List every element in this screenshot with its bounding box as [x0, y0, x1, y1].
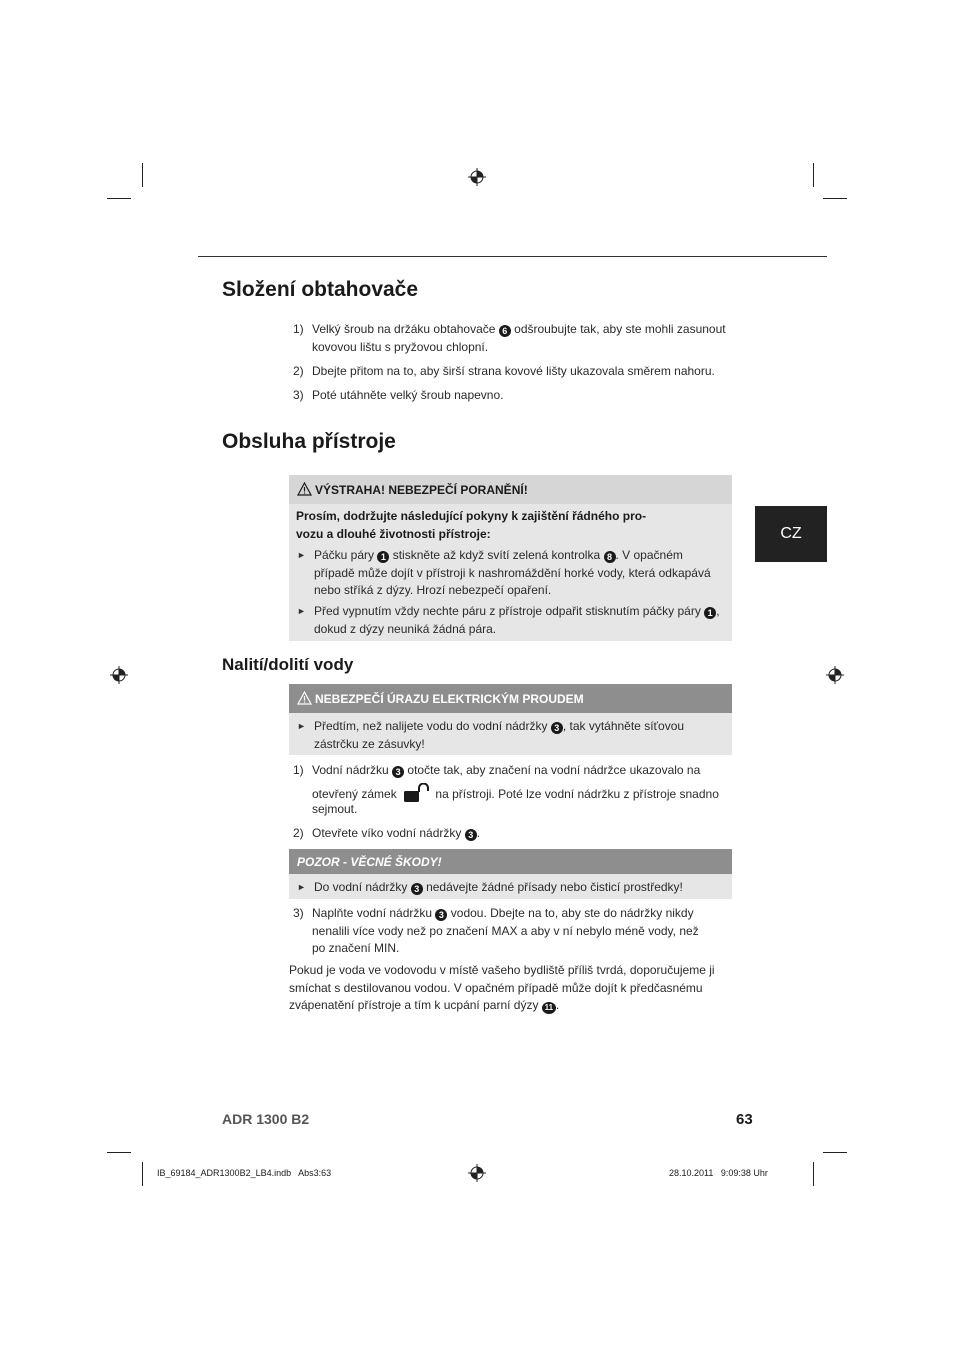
registration-mark-icon	[826, 666, 844, 684]
language-tab: CZ	[755, 506, 827, 562]
part-ref-icon: 1	[704, 607, 716, 619]
page-number: 63	[736, 1111, 753, 1128]
bullet-arrow-icon: ►	[297, 606, 306, 616]
warning-intro: Prosím, dodržujte následující pokyny k zajištění řádného pro- vozu a dlouhé životnosti přístroje:	[296, 509, 647, 541]
filling-step-2: Otevřete víko vodní nádržky 3 .	[312, 826, 481, 840]
assembly-step-2: Dbejte přitom na to, aby širší strana kovové lišty ukazovala směrem nahoru.	[312, 364, 715, 378]
assembly-step-1: Velký šroub na držáku obtahovače 6 odšroubujte tak, aby ste mohli zasunout kovovou lištu s pryžovou chlopní.	[312, 322, 726, 354]
warning-header: VÝSTRAHA! NEBEZPEČÍ PORANĚNÍ!	[289, 475, 732, 504]
crop-mark	[107, 198, 131, 199]
crop-mark	[823, 1152, 847, 1153]
crop-mark	[142, 1162, 143, 1186]
print-slug-left: IB_69184_ADR1300B2_LB4.indb Abs3:63	[157, 1168, 332, 1178]
part-ref-icon: 3	[465, 829, 477, 841]
registration-mark-icon	[468, 1164, 486, 1182]
step-number: 3)	[293, 906, 304, 920]
filling-step-1-line1: Vodní nádržku 3 otočte tak, aby značení na vodní nádržce ukazovalo na	[312, 763, 701, 777]
filling-step-1-line3: sejmout.	[312, 802, 358, 816]
part-ref-icon: 8	[604, 551, 616, 563]
registration-mark-icon	[110, 666, 128, 684]
bullet-arrow-icon: ►	[297, 550, 306, 560]
section-title-filling: Nalití/dolití vody	[222, 655, 354, 674]
part-ref-icon: 11	[542, 1002, 556, 1014]
danger-header: NEBEZPEČÍ ÚRAZU ELEKTRICKÝM PROUDEM	[289, 684, 732, 713]
part-ref-icon: 3	[551, 722, 563, 734]
water-hardness-paragraph: Pokud je voda ve vodovodu v místě vašeho bydliště příliš tvrdá, doporučujeme ji smíchat s destilovanou vodou. V opačném případě může dojít k předčasnému zvápenatění přístroje a tím k ucpání parní dýzy 11 .	[289, 963, 715, 1012]
step-number: 1)	[293, 322, 304, 336]
warning-triangle-icon	[297, 691, 312, 705]
crop-mark	[813, 163, 814, 187]
caution-bullet: Do vodní nádržky 3 nedávejte žádné přísady nebo čisticí prostředky!	[314, 880, 683, 894]
part-ref-icon: 3	[411, 883, 423, 895]
part-ref-icon: 1	[377, 551, 389, 563]
warning-bullet-1: Páčku páry 1 stiskněte až když svítí zelená kontrolka 8 . V opačném případě může dojít v přístroji k nashromáždění horké vody, která odkapává nebo stříká z dýzy. Hrozí nebezpečí opaření.	[314, 548, 711, 597]
danger-bullet: Předtím, než nalijete vodu do vodní nádržky 3 , tak vytáhněte síťovou zástrčku ze zásuvky!	[314, 719, 685, 751]
section-title-assembly: Složení obtahovače	[222, 278, 419, 301]
step-number: 3)	[293, 388, 304, 402]
print-slug-right: 28.10.2011 9:09:38 Uhr	[669, 1168, 768, 1178]
bullet-arrow-icon: ►	[297, 882, 306, 892]
crop-mark	[142, 163, 143, 187]
crop-mark	[813, 1162, 814, 1186]
step-number: 1)	[293, 763, 304, 777]
filling-step-3: Naplňte vodní nádržku 3 vodou. Dbejte na to, aby ste do nádržky nikdy nenalili více vody než po značení MAX a aby v ní nebylo méně vody, než po značení MIN.	[312, 906, 699, 955]
section-title-operation: Obsluha přístroje	[222, 430, 396, 453]
assembly-step-3: Poté utáhněte velký šroub napevno.	[312, 388, 504, 402]
warning-bullet-2: Před vypnutím vždy nechte páru z přístroje odpařit stisknutím páčky páry 1 , dokud z dýzy neuniká žádná pára.	[314, 604, 720, 636]
crop-mark	[107, 1152, 131, 1153]
part-ref-icon: 3	[392, 766, 404, 778]
registration-mark-icon	[468, 168, 486, 186]
part-ref-icon: 6	[499, 325, 511, 337]
step-number: 2)	[293, 826, 304, 840]
caution-header: POZOR - VĚCNÉ ŠKODY!	[289, 849, 732, 874]
bullet-arrow-icon: ►	[297, 721, 306, 731]
warning-triangle-icon	[297, 482, 312, 496]
filling-step-1-line2: otevřený zámek na přístroji. Poté lze vodní nádržku z přístroje snadno	[312, 783, 742, 804]
header-rule	[198, 256, 827, 257]
part-ref-icon: 3	[435, 909, 447, 921]
model-name: ADR 1300 B2	[222, 1111, 310, 1127]
step-number: 2)	[293, 364, 304, 378]
crop-mark	[823, 198, 847, 199]
unlocked-padlock-icon	[402, 783, 430, 803]
